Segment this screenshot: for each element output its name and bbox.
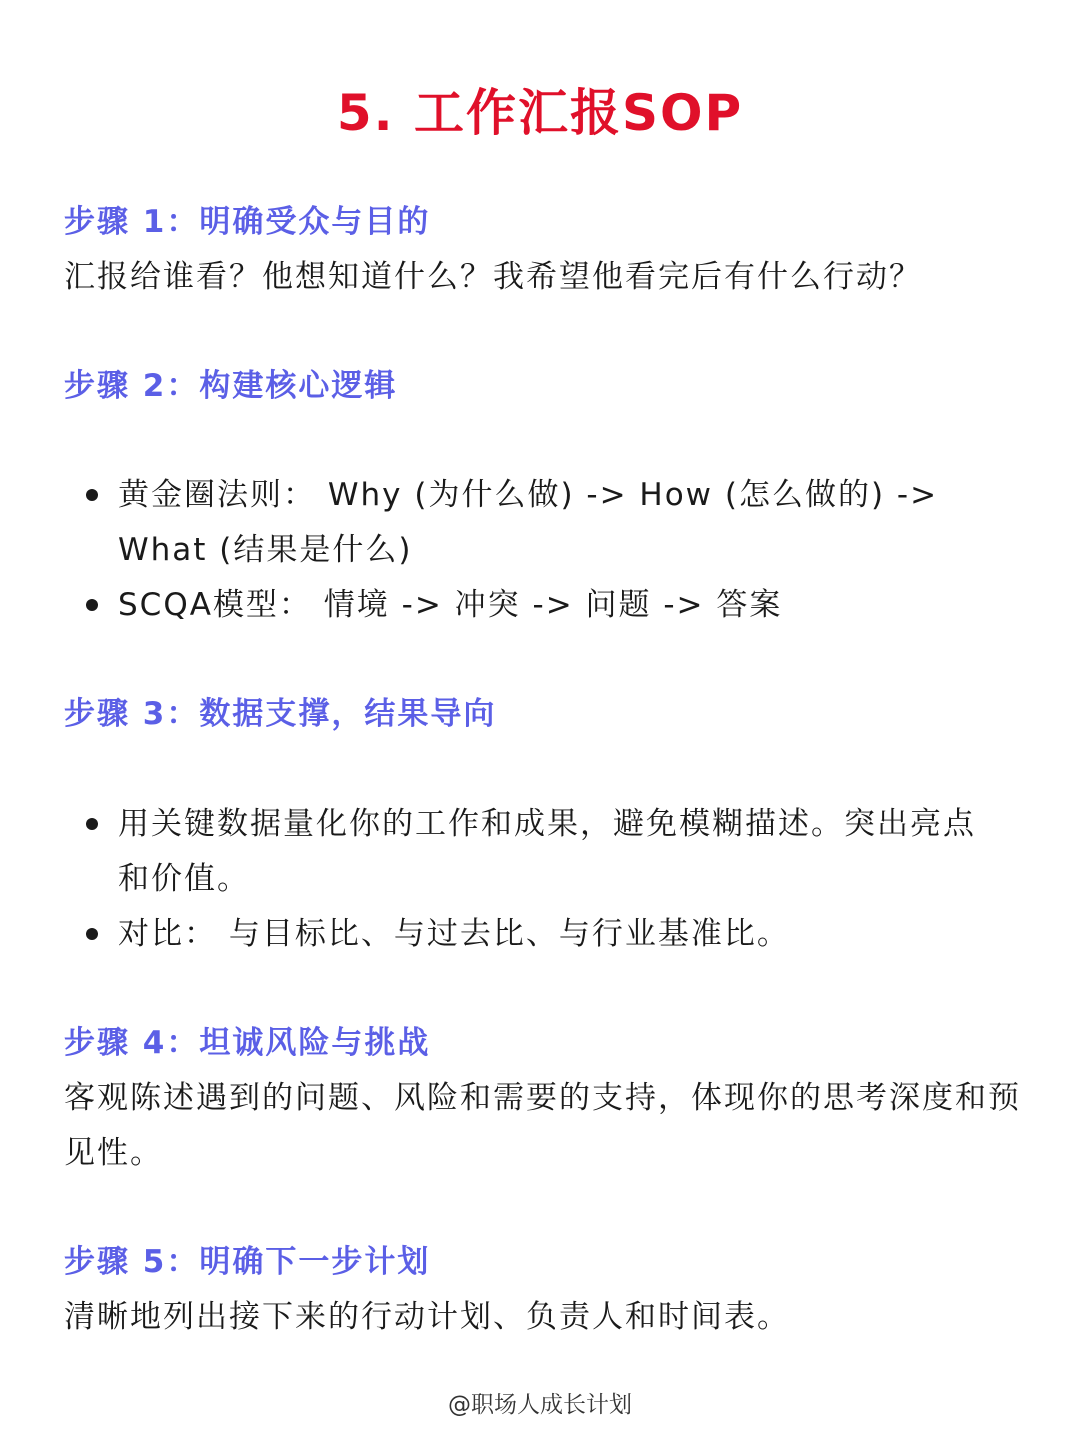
step-5-heading: 步骤 5：明确下一步计划 [64,1244,431,1280]
step-4-heading: 步骤 4：坦诚风险与挑战 [64,1025,431,1061]
page-title: 5. 工作汇报SOP [336,84,744,142]
step-2-bullet-2 [86,578,986,633]
step-5-text: 清晰地列出接下来的行动计划、负责人和时间表。 [64,1299,790,1335]
step-2-bullet-2-text: SCQA模型： 情境 -> 冲突 -> 问题 -> 答案 [118,587,783,623]
step-4-text: 客观陈述遇到的问题、风险和需要的支持，体现你的思考深度和预见性。 [64,1080,1021,1171]
step-3-bullet-1-text: 用关键数据量化你的工作和成果，避免模糊描述。突出亮点和价值。 [118,806,976,897]
bullet-dot [86,928,98,940]
step-3-bullet-2-text: 对比： 与目标比、与过去比、与行业基准比。 [118,916,790,952]
bullet-dot [86,489,98,501]
bullet-dot [86,818,98,830]
step-3-bullet-2 [86,907,986,962]
step-1-heading: 步骤 1：明确受众与目的 [64,204,431,240]
step-2-heading: 步骤 2：构建核心逻辑 [64,368,398,404]
bullet-dot [86,599,98,611]
step-3-heading: 步骤 3：数据支撑，结果导向 [64,696,497,732]
step-1-text: 汇报给谁看？他想知道什么？我希望他看完后有什么行动？ [64,259,922,295]
step-2-bullet-1-text: 黄金圈法则： Why (为什么做) -> How (怎么做的) -> What (结果是什么) [118,477,939,568]
step-2-bullet-1 [86,468,986,578]
footer-watermark: @职场人成长计划 [448,1392,632,1418]
step-3-bullet-1 [86,797,986,907]
